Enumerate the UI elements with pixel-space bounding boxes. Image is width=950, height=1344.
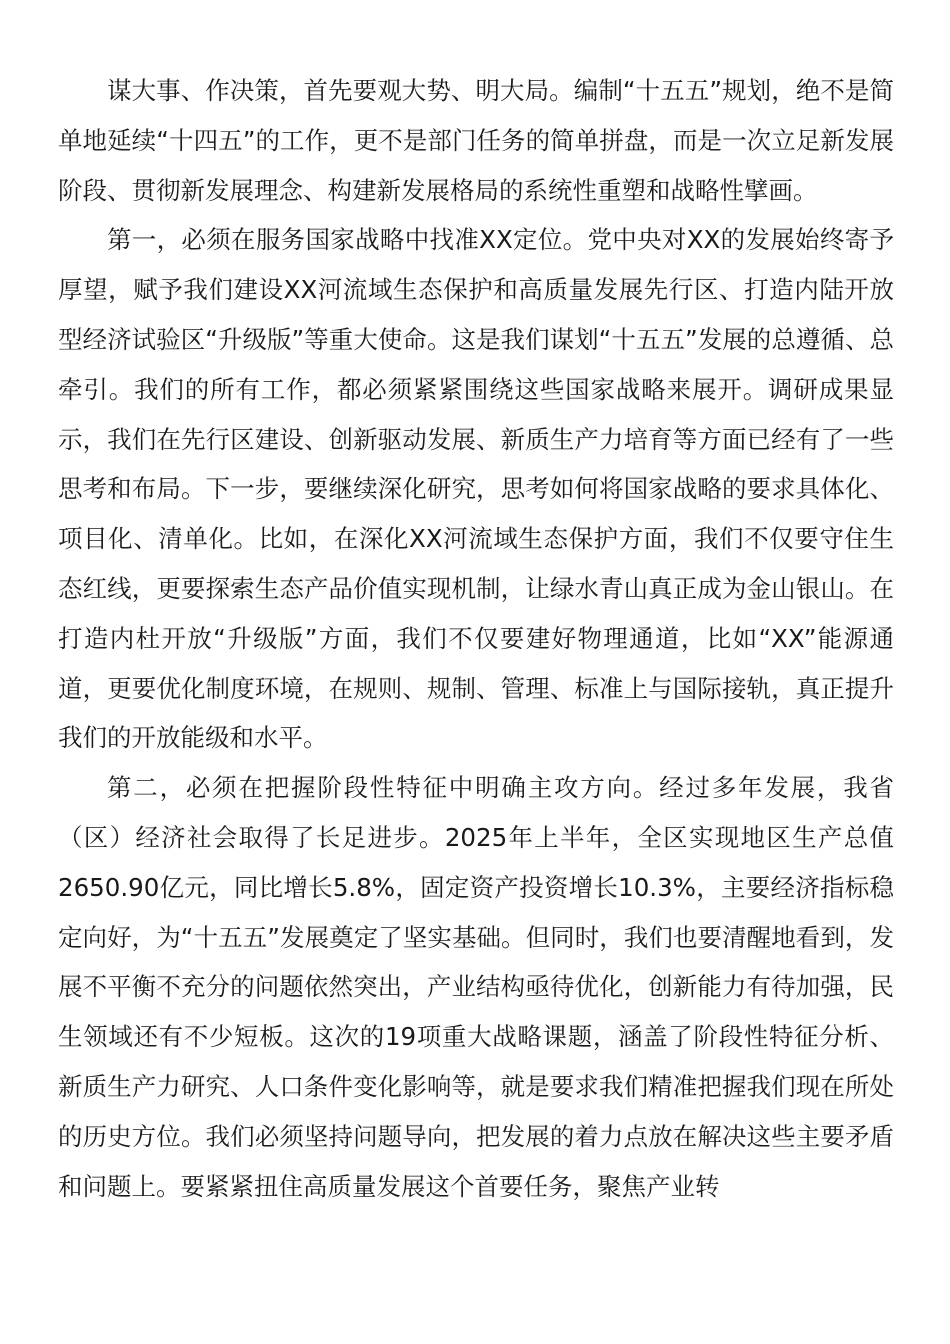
paragraph-intro: 谋大事、作决策，首先要观大势、明大局。编制“十五五”规划，绝不是简单地延续“十四五”的工作，更不是部门任务的简单拼盘，而是一次立足新发展阶段、贯彻新发展理念、构建新发展格局的系统性重塑和战略性擘画。	[58, 76, 894, 205]
paragraph-second-point: 第二，必须在把握阶段性特征中明确主攻方向。经过多年发展，我省（区）经济社会取得了长足进步。2025年上半年，全区实现地区生产总值2650.90亿元，同比增长5.8%，固定资产投资增长10.3%，主要经济指标稳定向好，为“十五五”发展奠定了坚实基础。但同时，我们也要清醒地看到，发展不平衡不充分的问题依然突出，产业结构亟待优化，创新能力有待加强，民生领域还有不少短板。这次的19项重大战略课题，涵盖了阶段性特征分析、新质生产力研究、人口条件变化影响等，就是要求我们精准把握我们现在所处的历史方位。我们必须坚持问题导向，把发展的着力点放在解决这些主要矛盾和问题上。要紧紧扭住高质量发展这个首要任务，聚焦产业转	[58, 773, 894, 1201]
document-body	[58, 66, 894, 1211]
paragraph-first-point: 第一，必须在服务国家战略中找准XX定位。党中央对XX的发展始终寄予厚望，赋予我们建设XX河流域生态保护和高质量发展先行区、打造内陆开放型经济试验区“升级版”等重大使命。这是我们谋划“十五五”发展的总遵循、总牵引。我们的所有工作，都必须紧紧围绕这些国家战略来展开。调研成果显示，我们在先行区建设、创新驱动发展、新质生产力培育等方面已经有了一些思考和布局。下一步，要继续深化研究，思考如何将国家战略的要求具体化、项目化、清单化。比如，在深化XX河流域生态保护方面，我们不仅要守住生态红线，更要探索生态产品价值实现机制，让绿水青山真正成为金山银山。在打造内杜开放“升级版”方面，我们不仅要建好物理通道，比如“XX”能源通道，更要优化制度环境，在规则、规制、管理、标准上与国际接轨，真正提升我们的开放能级和水平。	[58, 225, 894, 753]
